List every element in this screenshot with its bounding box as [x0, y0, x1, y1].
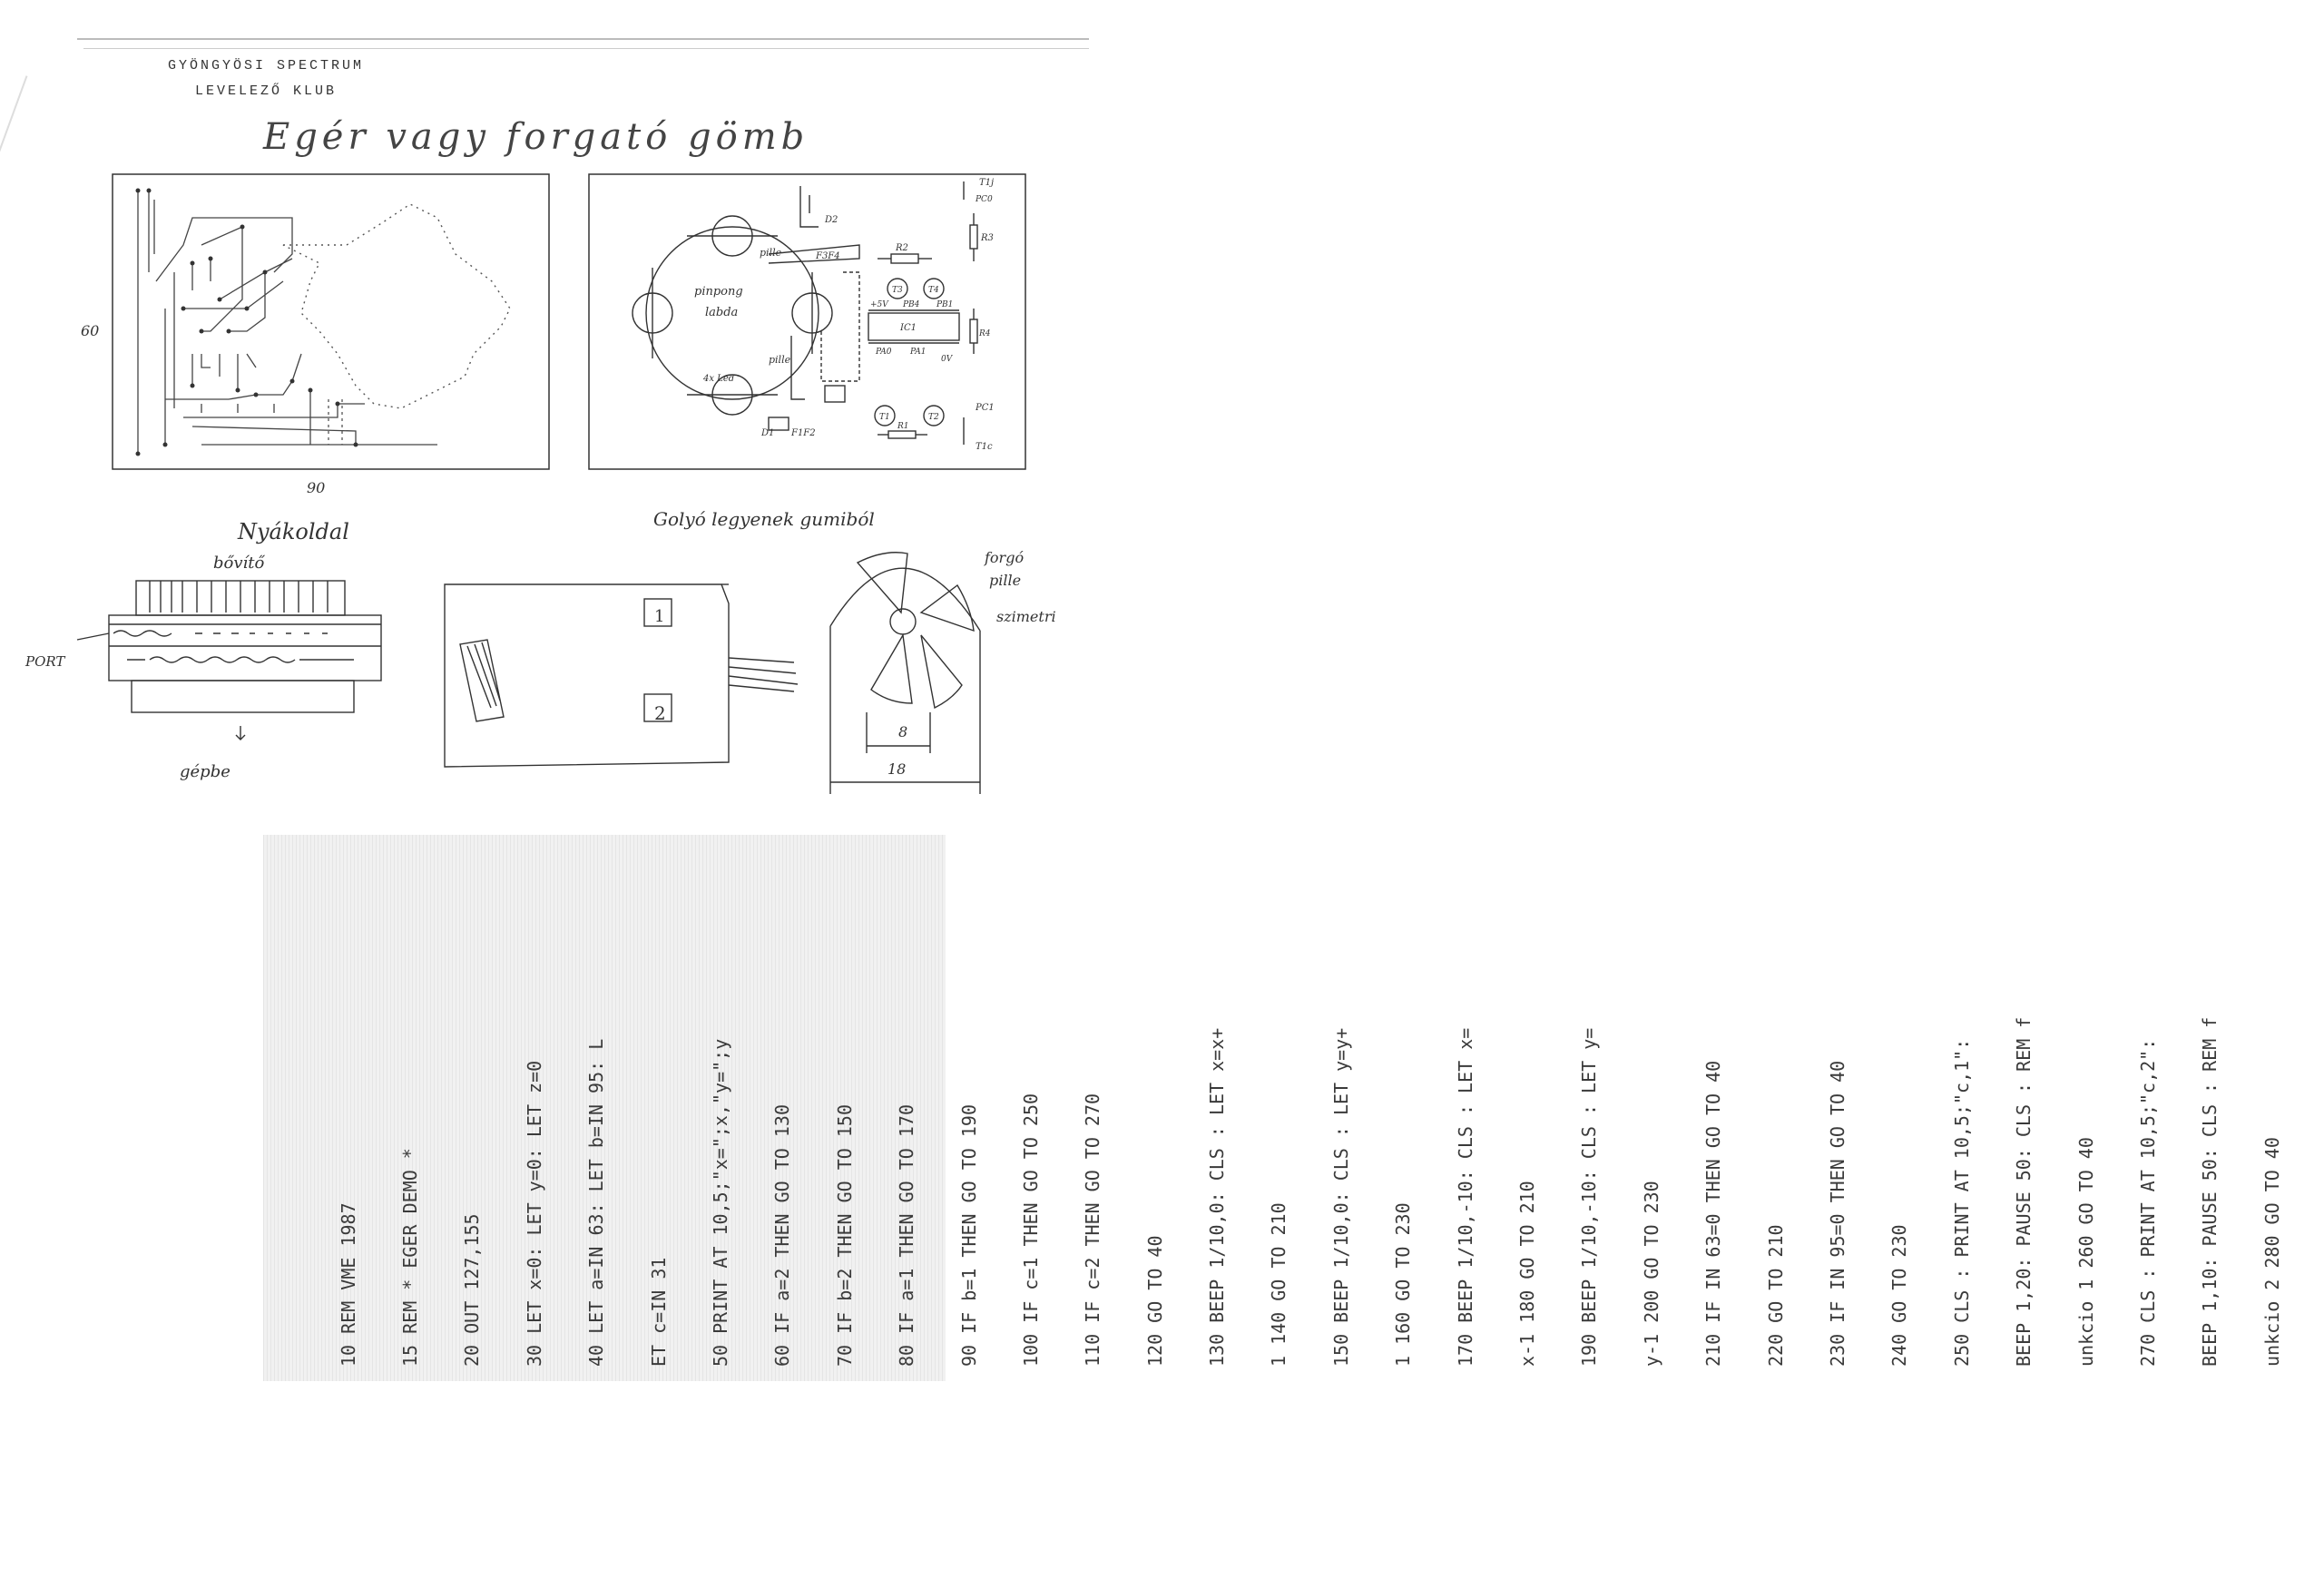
basic-listing-printout [263, 835, 2283, 1381]
connector-title: Nyákoldal [238, 519, 349, 544]
listing-line: BEEP 1,10: PAUSE 50: CLS : REM f [2199, 1016, 2221, 1367]
svg-text:T3: T3 [892, 286, 903, 295]
page-title: Egér vagy forgató gömb [263, 116, 809, 158]
svg-text:PB1: PB1 [936, 300, 954, 309]
svg-text:R2: R2 [896, 243, 908, 253]
listing-line: 70 IF b=2 THEN GO TO 150 [833, 1104, 856, 1367]
mouse-button-2: 2 [654, 702, 666, 724]
scan-right-rule [83, 48, 1089, 49]
scan-top-rule [77, 38, 1089, 40]
svg-text:T1j: T1j [979, 178, 995, 188]
svg-text:labda: labda [705, 306, 739, 319]
svg-text:T1: T1 [879, 413, 890, 422]
listing-line: ET c=IN 31 [647, 1257, 670, 1367]
listing-line: 40 LET a=IN 63: LET b=IN 95: L [585, 1038, 608, 1367]
svg-text:R3: R3 [981, 233, 994, 243]
listing-line: 80 IF a=1 THEN GO TO 170 [896, 1104, 918, 1367]
listing-line: 230 IF IN 95=0 THEN GO TO 40 [1826, 1060, 1848, 1367]
mouse-button-1: 1 [654, 607, 665, 626]
listing-line: 130 BEEP 1/10,0: CLS : LET x=x+ [1206, 1027, 1229, 1367]
listing-line: 15 REM * EGER DEMO * [398, 1148, 421, 1367]
svg-text:T1c: T1c [976, 442, 993, 452]
scan-left-mark [0, 75, 27, 178]
listing-line: x-1 180 GO TO 210 [1516, 1181, 1539, 1367]
svg-text:0V: 0V [941, 355, 953, 364]
propeller-note-line3: szimetri [996, 608, 1056, 625]
propeller-outer-dimension: 18 [887, 760, 907, 778]
listing-line: 10 REM VME 1987 [337, 1202, 359, 1367]
basic-listing-text [291, 840, 2283, 1376]
svg-text:T4: T4 [928, 286, 939, 295]
pcb-width-dimension: 90 [307, 479, 326, 496]
svg-text:R1: R1 [897, 422, 909, 431]
listing-line: BEEP 1,20: PAUSE 50: CLS : REM f [2013, 1016, 2035, 1367]
ball-sensor-schematic [587, 172, 1027, 472]
listing-line: unkcio 2 280 GO TO 40 [2260, 1137, 2283, 1367]
svg-text:IC1: IC1 [900, 323, 917, 333]
edge-connector-drawing [86, 572, 399, 740]
schematic-caption: Golyó legyenek gumiból [653, 508, 875, 530]
listing-line: 30 LET x=0: LET y=0: LET z=0 [523, 1060, 545, 1367]
svg-text:pinpong: pinpong [694, 285, 743, 299]
listing-line: 210 IF IN 63=0 THEN GO TO 40 [1702, 1060, 1725, 1367]
listing-line: 110 IF c=2 THEN GO TO 270 [1082, 1093, 1104, 1367]
svg-text:R4: R4 [979, 329, 991, 338]
svg-text:PB4: PB4 [903, 300, 920, 309]
listing-line: 150 BEEP 1/10,0: CLS : LET y=y+ [1329, 1027, 1352, 1367]
listing-line: y-1 200 GO TO 230 [1640, 1181, 1662, 1367]
mouse-box-drawing [440, 581, 803, 776]
listing-line: 1 160 GO TO 230 [1392, 1202, 1415, 1367]
listing-line: 120 GO TO 40 [1143, 1235, 1166, 1367]
svg-text:pille: pille [760, 247, 782, 259]
propeller-note-line1: forgó [985, 549, 1025, 566]
connector-subtitle: bővítő [213, 554, 265, 573]
svg-text:PA1: PA1 [910, 348, 927, 357]
arrow-label: gépbe [180, 762, 230, 781]
listing-line: 100 IF c=1 THEN GO TO 250 [1019, 1093, 1042, 1367]
listing-line: unkcio 1 260 GO TO 40 [2074, 1137, 2097, 1367]
listing-line: 250 CLS : PRINT AT 10,5;"c,1": [1950, 1038, 1973, 1367]
listing-line: 190 BEEP 1/10,-10: CLS : LET y= [1578, 1027, 1601, 1367]
propeller-note-line2: pille [989, 572, 1022, 589]
pcb-layout-drawing [111, 172, 551, 472]
port-label: PORT [25, 653, 65, 670]
svg-text:T2: T2 [928, 413, 939, 422]
svg-text:F3F4: F3F4 [816, 251, 840, 261]
svg-text:PC0: PC0 [976, 195, 993, 204]
svg-text:+5V: +5V [870, 300, 888, 309]
svg-text:PA0: PA0 [876, 348, 892, 357]
listing-line: 170 BEEP 1/10,-10: CLS : LET x= [1454, 1027, 1476, 1367]
listing-line: 50 PRINT AT 10,5;"x=";x,"y=";y [709, 1038, 731, 1367]
listing-line: 270 CLS : PRINT AT 10,5;"c,2": [2136, 1038, 2159, 1367]
listing-line: 20 OUT 127,155 [461, 1213, 484, 1367]
listing-line: 60 IF a=2 THEN GO TO 130 [771, 1104, 794, 1367]
listing-line: 90 IF b=1 THEN GO TO 190 [957, 1104, 980, 1367]
listing-line: 1 140 GO TO 210 [1268, 1202, 1290, 1367]
club-header-line1: GYÖNGYÖSI SPECTRUM [168, 58, 365, 74]
listing-line: 220 GO TO 210 [1764, 1224, 1787, 1367]
propeller-inner-dimension: 8 [898, 723, 908, 740]
listing-line: 240 GO TO 230 [1888, 1224, 1911, 1367]
svg-text:F1F2: F1F2 [791, 428, 816, 438]
club-header-line2: LEVELEZŐ KLUB [195, 83, 338, 99]
svg-text:PC1: PC1 [976, 403, 995, 413]
svg-text:D1: D1 [761, 428, 775, 438]
svg-text:D2: D2 [825, 215, 838, 225]
pcb-height-dimension: 60 [81, 322, 100, 339]
svg-text:4x Led: 4x Led [703, 374, 735, 384]
svg-text:pille: pille [769, 354, 791, 366]
